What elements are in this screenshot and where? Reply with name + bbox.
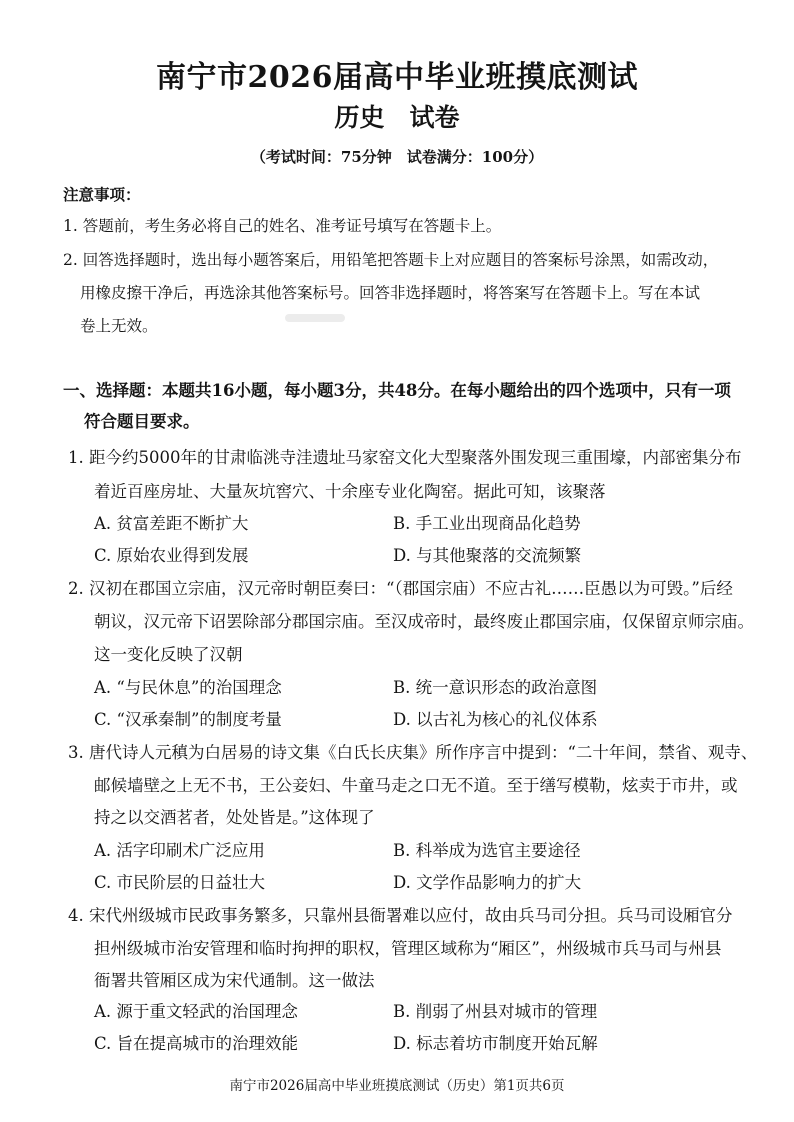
question-2-line-3: 这一变化反映了汉朝 xyxy=(94,645,243,664)
question-2-option-a: A. “与民休息”的治国理念 xyxy=(94,678,282,697)
scan-smudge xyxy=(285,314,345,322)
question-3-option-d: D. 文学作品影响力的扩大 xyxy=(393,873,582,892)
exam-info: （考试时间：75分钟 试卷满分：100分） xyxy=(250,148,544,166)
question-3-option-b: B. 科举成为选官主要途径 xyxy=(393,841,581,860)
notes-heading: 注意事项： xyxy=(63,185,141,204)
question-1-option-a: A. 贫富差距不断扩大 xyxy=(94,514,249,533)
exam-title: 南宁市2026届高中毕业班摸底测试 xyxy=(156,60,638,95)
question-2-line-2: 朝议，汉元帝下诏罢除部分郡国宗庙。至汉成帝时，最终废止郡国宗庙，仅保留京师宗庙。 xyxy=(94,612,754,631)
question-2-option-b: B. 统一意识形态的政治意图 xyxy=(393,678,598,697)
note-line-2a: 2. 回答选择题时，选出每小题答案后，用铅笔把答题卡上对应题目的答案标号涂黑，如需改动， xyxy=(63,251,719,269)
question-1-option-b: B. 手工业出现商品化趋势 xyxy=(393,514,581,533)
question-4-option-a: A. 源于重文轻武的治国理念 xyxy=(94,1002,298,1021)
question-4-line-1: 4. 宋代州级城市民政事务繁多，只靠州县衙署难以应付，故由兵马司分担。兵马司设厢官分 xyxy=(68,906,733,925)
section-heading-line-1: 一、选择题：本题共16小题，每小题3分，共48分。在每小题给出的四个选项中，只有一项 xyxy=(63,381,731,400)
question-4-line-2: 担州级城市治安管理和临时拘押的职权，管理区域称为“厢区”，州级城市兵马司与州县 xyxy=(94,939,722,958)
page-footer: 南宁市2026届高中毕业班摸底测试（历史）第1页共6页 xyxy=(229,1078,565,1094)
question-1-line-1: 1. 距今约5000年的甘肃临洮寺洼遗址马家窑文化大型聚落外围发现三重围壕，内部密集分布 xyxy=(68,448,742,467)
note-line-2c: 卷上无效。 xyxy=(80,317,158,335)
question-1-line-2: 着近百座房址、大量灰坑窖穴、十余座专业化陶窑。据此可知，该聚落 xyxy=(94,482,606,501)
question-2-option-d: D. 以古礼为核心的礼仪体系 xyxy=(393,710,598,729)
question-3-option-c: C. 市民阶层的日益壮大 xyxy=(94,873,266,892)
question-2-line-1: 2. 汉初在郡国立宗庙，汉元帝时朝臣奏曰：“（郡国宗庙）不应古礼……臣愚以为可毁。”后经 xyxy=(68,579,733,598)
question-3-line-2: 邮候墙壁之上无不书，王公妾妇、牛童马走之口无不道。至于缮写模勒，炫卖于市井，或 xyxy=(94,776,738,795)
question-2-option-c: C. “汉承秦制”的制度考量 xyxy=(94,710,282,729)
question-4-option-c: C. 旨在提高城市的治理效能 xyxy=(94,1034,299,1053)
question-1-option-d: D. 与其他聚落的交流频繁 xyxy=(393,546,582,565)
question-4-option-b: B. 削弱了州县对城市的管理 xyxy=(393,1002,598,1021)
note-line-1: 1. 答题前，考生务必将自己的姓名、准考证号填写在答题卡上。 xyxy=(63,217,502,235)
section-heading-line-2: 符合题目要求。 xyxy=(84,412,200,431)
question-3-line-1: 3. 唐代诗人元稹为白居易的诗文集《白氏长庆集》所作序言中提到：“二十年间，禁省、观寺、 xyxy=(68,743,758,762)
question-4-line-3: 衙署共管厢区成为宋代通制。这一做法 xyxy=(94,971,375,990)
subject-title: 历史 试卷 xyxy=(334,103,460,132)
note-line-2b: 用橡皮擦干净后，再选涂其他答案标号。回答非选择题时，将答案写在答题卡上。写在本试 xyxy=(80,284,701,302)
question-1-option-c: C. 原始农业得到发展 xyxy=(94,546,249,565)
question-3-option-a: A. 活字印刷术广泛应用 xyxy=(94,841,265,860)
question-3-line-3: 持之以交酒茗者，处处皆是。”这体现了 xyxy=(94,808,375,827)
question-4-option-d: D. 标志着坊市制度开始瓦解 xyxy=(393,1034,598,1053)
